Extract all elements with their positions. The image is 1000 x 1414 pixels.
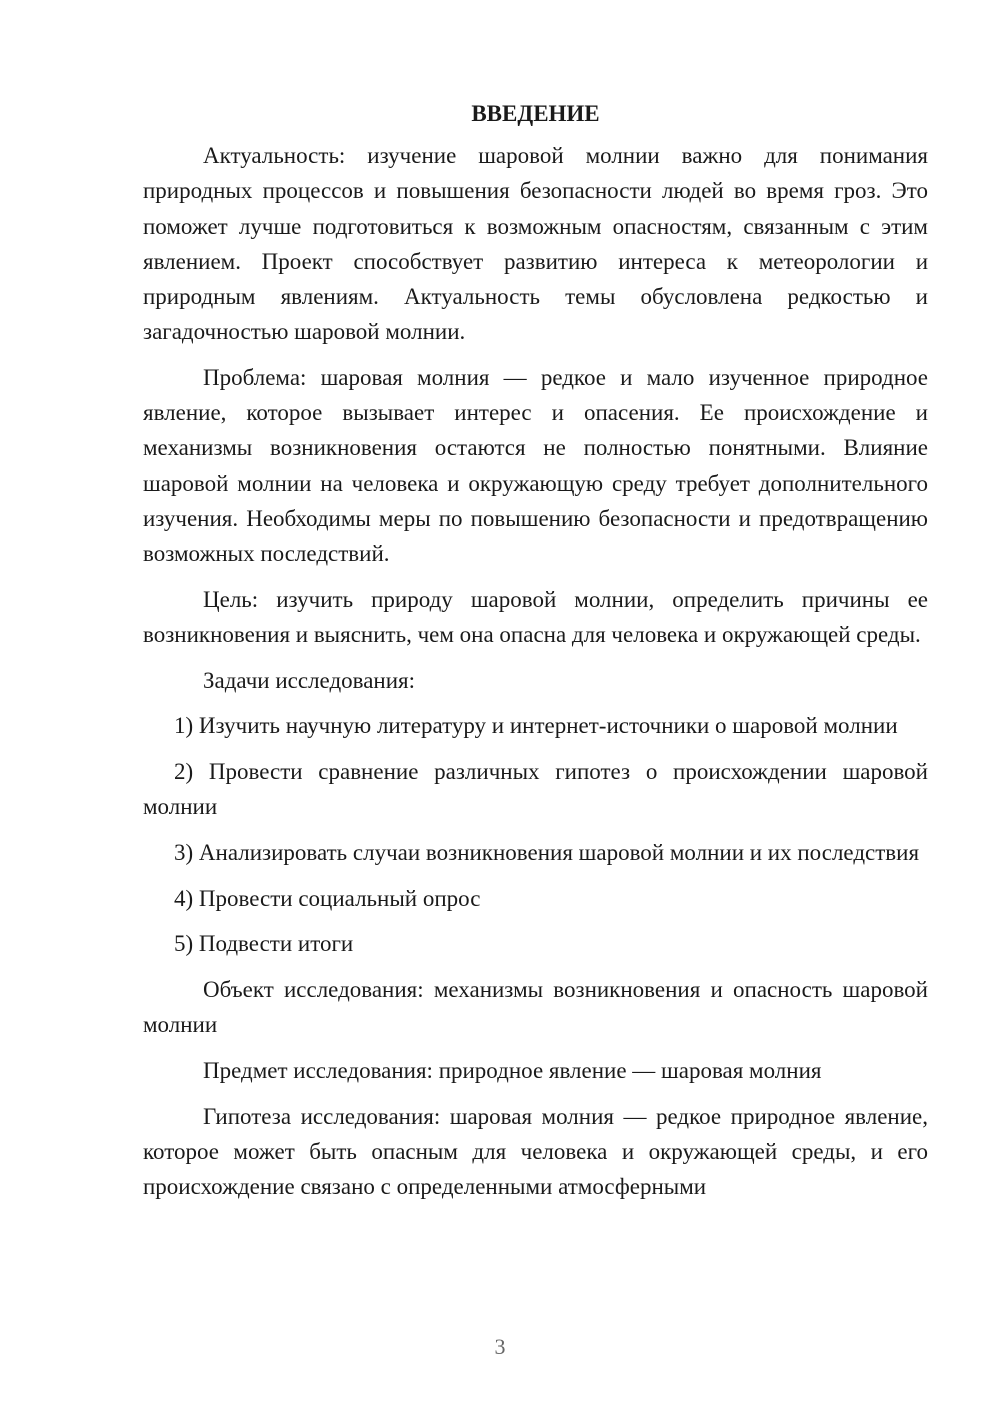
list-item-task-4: 4) Провести социальный опрос <box>174 885 481 911</box>
paragraph-object: Объект исследования: механизмы возникновения и опасность шаровой молнии <box>143 976 928 1038</box>
list-item-task-3: 3) Анализировать случаи возникновения шаровой молнии и их последствия <box>174 839 920 865</box>
section-title: ВВЕДЕНИЕ <box>471 101 600 126</box>
paragraph-subject: Предмет исследования: природное явление — шаровая молния <box>203 1057 822 1083</box>
paragraph-relevance: Актуальность: изучение шаровой молнии важно для понимания природных процессов и повышения безопасности людей во время гроз. Это поможет лучше подготовиться к возможным опасностям, связанным с этим явлением. Проект способствует развитию интереса к метеорологии и природным явлениям. Актуальность темы обусловлена редкостью и загадочностью шаровой молнии. <box>143 143 928 345</box>
page-content <box>143 96 928 1215</box>
paragraph-tasks-heading: Задачи исследования: <box>203 667 416 693</box>
list-item-task-5: 5) Подвести итоги <box>174 931 354 957</box>
paragraph-hypothesis: Гипотеза исследования: шаровая молния — редкое природное явление, которое может быть опасным для человека и окружающей среды, и его происхождение связано с определенными атмосферными <box>143 1103 928 1199</box>
list-item-task-1: 1) Изучить научную литературу и интернет-источники о шаровой молнии <box>174 713 898 739</box>
paragraph-problem: Проблема: шаровая молния — редкое и мало изученное природное явление, которое вызывает интерес и опасения. Ее происхождение и механизмы возникновения остаются не полностью понятными. Влияние шаровой молнии на человека и окружающую среду требует дополнительного изучения. Необходимы меры по повышению безопасности и предотвращению возможных последствий. <box>143 364 928 566</box>
paragraph-goal: Цель: изучить природу шаровой молнии, определить причины ее возникновения и выяснить, чем она опасна для человека и окружающей среды. <box>143 586 928 647</box>
page-number: 3 <box>494 1334 506 1359</box>
list-item-task-2: 2) Провести сравнение различных гипотез о происхождении шаровой молнии <box>143 758 928 820</box>
